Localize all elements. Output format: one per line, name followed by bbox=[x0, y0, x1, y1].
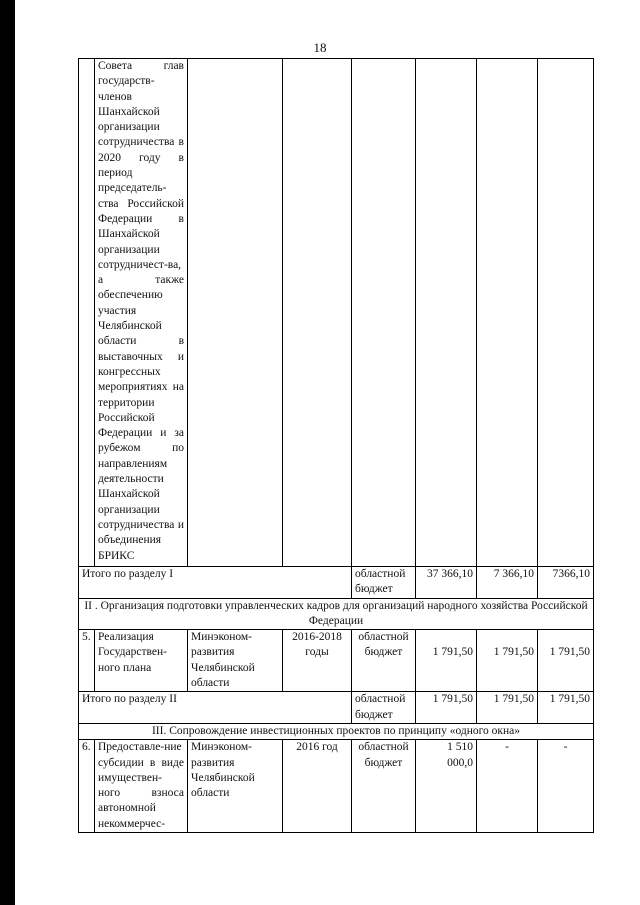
cell-value-1 bbox=[416, 59, 477, 567]
program-table bbox=[78, 58, 594, 833]
row-5-budget: областной бюджет bbox=[352, 630, 416, 692]
row-6-name: Предоставле-ние субсидии в виде имуществен-ного взноса автономной некоммерчес- bbox=[95, 740, 188, 833]
total-2-budget: областной бюджет bbox=[352, 692, 416, 724]
row-6-executor: Минэконом-развития Челябинской области bbox=[188, 740, 283, 833]
cell-executor bbox=[188, 59, 283, 567]
cell-value-3 bbox=[538, 59, 594, 567]
total-1-budget: областной бюджет bbox=[352, 567, 416, 599]
row-6-value-2: - bbox=[477, 740, 538, 833]
page-number: 18 bbox=[313, 40, 327, 55]
cell-event-name: Совета глав государств-членов Шанхайской организации сотрудничества в 2020 году в период председатель-ства Российской Федерации в Шанхайской организации сотрудничест-ва, а также обеспечению участия Челябинской области в выставочных и конгрессных мероприятиях на территории Российской Федерации и за рубежом по направлениям деятельности Шанхайской организации сотрудничества и объединения БРИКС bbox=[95, 59, 188, 567]
total-2-label: Итого по разделу II bbox=[79, 692, 352, 724]
row-5-value-1: 1 791,50 bbox=[416, 630, 477, 692]
cell-value-2 bbox=[477, 59, 538, 567]
total-1-value-1: 37 366,10 bbox=[416, 567, 477, 599]
left-scan-edge bbox=[0, 0, 15, 905]
row-5-num: 5. bbox=[79, 630, 95, 692]
row-6-num: 6. bbox=[79, 740, 95, 833]
row-5-value-2: 1 791,50 bbox=[477, 630, 538, 692]
total-2-value-3: 1 791,50 bbox=[538, 692, 594, 724]
total-1-label: Итого по разделу I bbox=[79, 567, 352, 599]
row-5-name: Реализация Государствен-ного плана bbox=[95, 630, 188, 692]
cell-num bbox=[79, 59, 95, 567]
row-5-value-3: 1 791,50 bbox=[538, 630, 594, 692]
total-2-value-1: 1 791,50 bbox=[416, 692, 477, 724]
row-5-period: 2016-2018 годы bbox=[283, 630, 352, 692]
table-row-total-2 bbox=[79, 692, 594, 724]
total-1-value-2: 7 366,10 bbox=[477, 567, 538, 599]
cell-budget bbox=[352, 59, 416, 567]
table-row-continued bbox=[79, 59, 594, 567]
table-row-section-3 bbox=[79, 723, 594, 739]
table-row-6 bbox=[79, 740, 594, 833]
row-6-budget: областной бюджет bbox=[352, 740, 416, 833]
total-2-value-2: 1 791,50 bbox=[477, 692, 538, 724]
cell-period bbox=[283, 59, 352, 567]
section-3-title: III. Сопровождение инвестиционных проектов по принципу «одного окна» bbox=[79, 723, 594, 739]
row-6-value-1: 1 510 000,0 bbox=[416, 740, 477, 833]
total-1-value-3: 7366,10 bbox=[538, 567, 594, 599]
row-5-executor: Минэконом-развития Челябинской области bbox=[188, 630, 283, 692]
table-row-5 bbox=[79, 630, 594, 692]
row-6-period: 2016 год bbox=[283, 740, 352, 833]
table-row-section-2 bbox=[79, 598, 594, 630]
table-row-total-1 bbox=[79, 567, 594, 599]
row-6-value-3: - bbox=[538, 740, 594, 833]
section-2-title: II . Организация подготовки управленческих кадров для организаций народного хозяйства Российской Федерации bbox=[79, 598, 594, 630]
